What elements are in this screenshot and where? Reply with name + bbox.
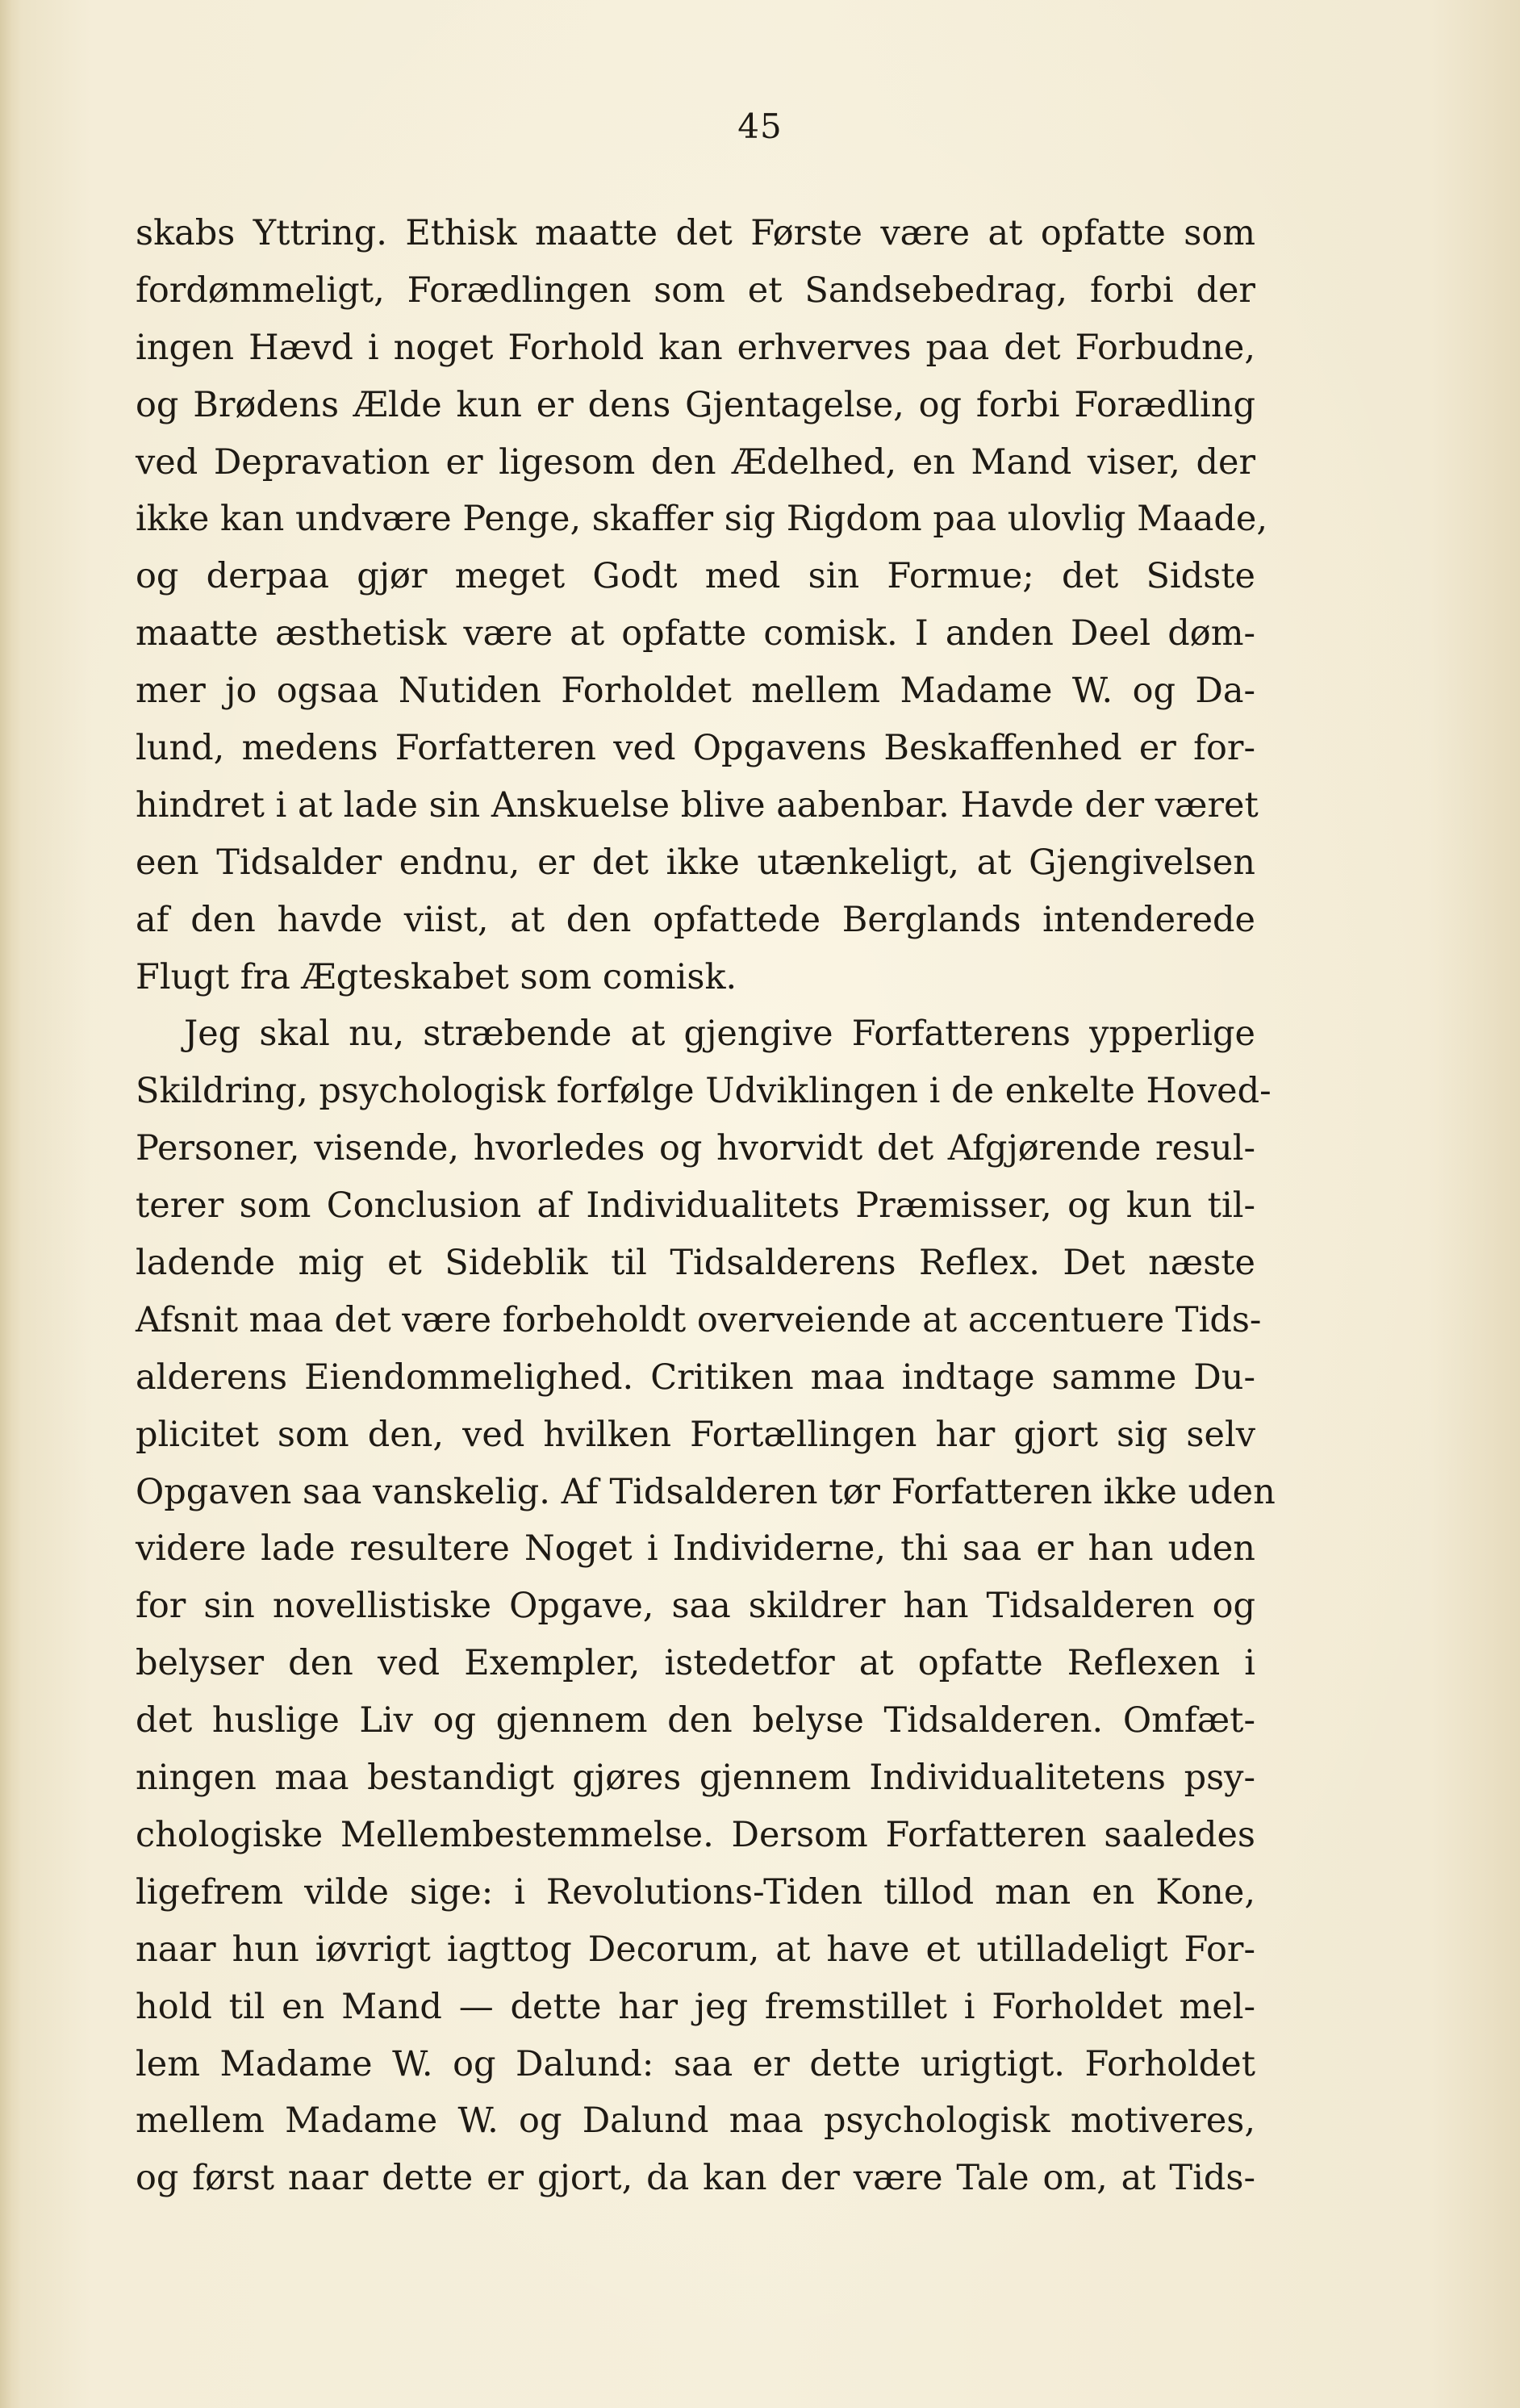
- text-line: ikke kan undvære Penge, skaffer sig Rigdom paa ulovlig Maade,: [136, 499, 1268, 540]
- text-line: Flugt fra Ægteskabet som comisk.: [136, 956, 737, 997]
- text-line: for sin novellistiske Opgave, saa skildrer han Tidsalderen og: [136, 1586, 1255, 1627]
- text-line: lem Madame W. og Dalund: saa er dette urigtigt. Forholdet: [136, 2043, 1255, 2084]
- text-line: een Tidsalder endnu, er det ikke utænkeligt, at Gjengivelsen: [136, 842, 1255, 883]
- text-line: videre lade resultere Noget i Individerne, thi saa er han uden: [136, 1528, 1255, 1570]
- text-line: belyser den ved Exempler, istedetfor at opfatte Reflexen i: [136, 1643, 1255, 1684]
- text-line: Opgaven saa vanskelig. Af Tidsalderen tør Forfatteren ikke uden: [136, 1471, 1276, 1512]
- text-line: fordømmeligt, Forædlingen som et Sandsebedrag, forbi der: [136, 270, 1255, 311]
- text-line: Afsnit maa det være forbeholdt overveiende at accentuere Tids-: [136, 1299, 1262, 1340]
- text-line: chologiske Mellembestemmelse. Dersom Forfatteren saaledes: [136, 1814, 1255, 1855]
- text-line: ningen maa bestandigt gjøres gjennem Individualitetens psy-: [136, 1758, 1255, 1799]
- page-binding-edge: [0, 0, 21, 2408]
- text-line: maatte æsthetisk være at opfatte comisk. I anden Deel døm-: [136, 613, 1255, 654]
- text-line: hindret i at lade sin Anskuelse blive aabenbar. Havde der været: [136, 784, 1259, 826]
- text-line: alderens Eiendommelighed. Critiken maa indtage samme Du-: [136, 1357, 1255, 1398]
- text-line: Jeg skal nu, stræbende at gjengive Forfatterens ypperlige: [184, 1014, 1255, 1055]
- text-line: mellem Madame W. og Dalund maa psychologisk motiveres,: [136, 2101, 1255, 2142]
- paragraph-1: [136, 205, 1268, 1005]
- body-text: [136, 205, 1276, 2207]
- text-line: ligefrem vilde sige: i Revolutions-Tiden tillod man en Kone,: [136, 1871, 1255, 1913]
- text-line: skabs Yttring. Ethisk maatte det Første være at opfatte som: [136, 213, 1255, 253]
- text-line: ladende mig et Sideblik til Tidsalderens Reflex. Det næste: [136, 1243, 1255, 1284]
- text-line: ingen Hævd i noget Forhold kan erhverves paa det Forbudne,: [136, 327, 1255, 368]
- text-line: og Brødens Ælde kun er dens Gjentagelse, og forbi Forædling: [136, 384, 1255, 425]
- page-number: 45: [737, 107, 783, 146]
- text-line: Personer, visende, hvorledes og hvorvidt det Afgjørende resul-: [136, 1128, 1255, 1169]
- text-line: terer som Conclusion af Individualitets Præmisser, og kun til-: [136, 1185, 1255, 1227]
- paragraph-2: [136, 1005, 1276, 2207]
- text-line: hold til en Mand — dette har jeg fremstillet i Forholdet mel-: [136, 1986, 1255, 2027]
- text-line: naar hun iøvrigt iagttog Decorum, at have et utilladeligt For-: [136, 1929, 1255, 1970]
- text-line: plicitet som den, ved hvilken Fortællingen har gjort sig selv: [136, 1414, 1255, 1455]
- text-line: Skildring, psychologisk forfølge Udviklingen i de enkelte Hoved-: [136, 1071, 1272, 1112]
- text-line: mer jo ogsaa Nutiden Forholdet mellem Madame W. og Da-: [136, 671, 1255, 712]
- text-line: ved Depravation er ligesom den Ædelhed, en Mand viser, der: [136, 441, 1255, 483]
- text-line: af den havde viist, at den opfattede Berglands intenderede: [136, 899, 1255, 940]
- text-line: det huslige Liv og gjennem den belyse Tidsalderen. Omfæt-: [136, 1700, 1255, 1741]
- text-line: og derpaa gjør meget Godt med sin Formue; det Sidste: [136, 556, 1255, 597]
- text-line: lund, medens Forfatteren ved Opgavens Beskaffenhed er for-: [136, 728, 1255, 769]
- text-line: og først naar dette er gjort, da kan der være Tale om, at Tids-: [136, 2158, 1255, 2199]
